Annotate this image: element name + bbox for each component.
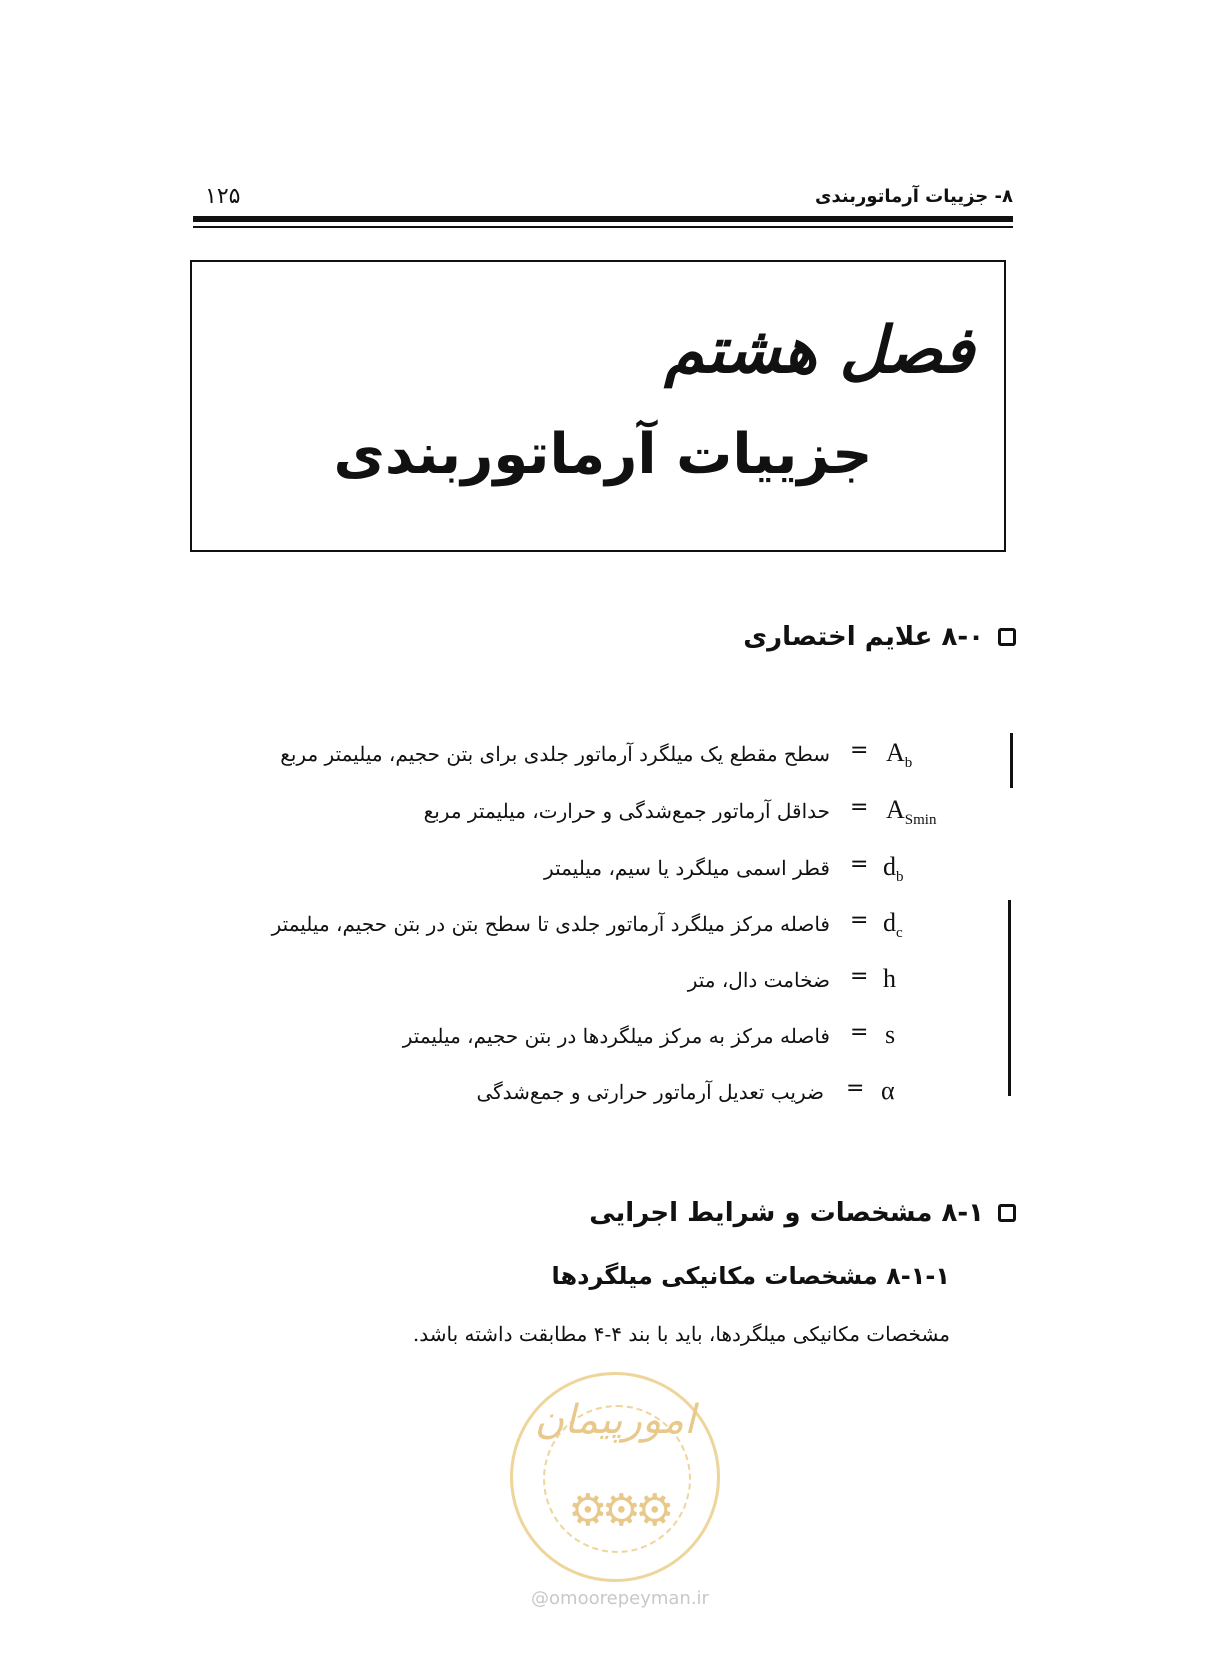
notation-description: حداقل آرماتور جمع‌شدگی و حرارت، میلیمتر مربع [423,799,830,823]
change-bar [1008,900,1011,1096]
notation-description: ضریب تعدیل آرماتور حرارتی و جمع‌شدگی [476,1080,824,1104]
notation-row [0,738,1229,778]
running-title: ۸- جزییات آرماتوربندی [815,186,1013,207]
notation-symbol: h [883,964,896,993]
notation-symbol: $A_b$ [886,738,913,772]
equals-sign: = [850,908,869,933]
notation-description: ضخامت دال، متر [687,968,830,992]
notation-description: فاصله مرکز به مرکز میلگردها در بتن حجیم، میلیمتر [402,1024,830,1048]
section-box-icon [998,1204,1016,1222]
equals-sign: = [850,738,869,763]
section-title: ۸-۰ علایم اختصاری [743,622,984,652]
notation-row [0,908,1229,948]
notation-description: سطح مقطع یک میلگرد آرماتور جلدی برای بتن حجیم، میلیمتر مربع [280,742,830,766]
equals-sign: = [850,964,869,989]
chapter-label: فصل هشتم [664,314,974,388]
notation-symbol: s [885,1020,896,1049]
body-paragraph: مشخصات مکانیکی میلگردها، باید با بند ۴-۴ مطابقت داشته باشد. [412,1322,950,1346]
notation-symbol: $d_b$ [883,852,904,886]
change-bar [1010,733,1013,788]
notation-description: فاصله مرکز میلگرد آرماتور جلدی تا سطح بتن در بتن حجیم، میلیمتر [271,912,830,936]
watermark-word: امورپیمان [534,1397,696,1443]
notation-row [0,852,1229,892]
notation-symbol: $d_c$ [883,908,903,942]
notation-symbol: α [881,1076,895,1105]
subsection-heading: ۸-۱-۱ مشخصات مکانیکی میلگردها [551,1262,950,1290]
section-heading-specifications [589,1198,1016,1228]
equals-sign: = [850,795,869,820]
notation-symbol: $A_{Smin}$ [886,795,937,829]
chapter-title: جزییات آرماتوربندی [333,422,873,487]
page-number: ۱۲۵ [205,184,241,209]
notation-description: قطر اسمی میلگرد یا سیم، میلیمتر [544,856,830,880]
notation-row [0,1020,1229,1060]
equals-sign: = [846,1076,865,1101]
equals-sign: = [850,852,869,877]
equals-sign: = [850,1020,869,1045]
gear-icon: ⚙⚙⚙ [568,1485,669,1536]
section-title: ۸-۱ مشخصات و شرایط اجرایی [589,1198,984,1228]
notation-row [0,795,1229,835]
watermark-url: @omoorepeyman.ir [531,1588,709,1609]
notation-row [0,964,1229,1004]
watermark-logo [510,1372,720,1582]
notation-row [0,1076,1229,1116]
